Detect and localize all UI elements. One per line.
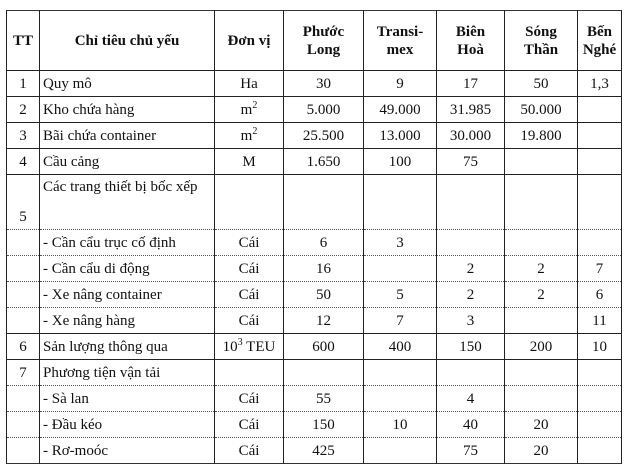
header-bien-hoa: Biên Hoà [437,11,505,71]
cell-phuoc-long [284,360,364,386]
table-row [7,308,622,334]
header-ben-nghe: Bến Nghé [578,11,622,71]
row-unit: $m^2$ [215,123,284,149]
cell-bien-hoa: 75 [437,438,505,464]
header-phuoc-long: Phước Long [284,11,364,71]
cell-phuoc-long: 5.000 [284,97,364,123]
cell-bien-hoa: 40 [437,412,505,438]
cell-ben-nghe: 1,3 [578,71,622,97]
row-number [7,386,40,412]
table-row [7,386,622,412]
cell-transimex: 7 [364,308,437,334]
cell-transimex [364,175,437,230]
cell-transimex: 3 [364,230,437,256]
row-number: 7 [7,360,40,386]
cell-transimex [364,360,437,386]
cell-song-than [505,308,578,334]
table-row [7,149,622,175]
cell-phuoc-long: 50 [284,282,364,308]
cell-ben-nghe [578,175,622,230]
cell-bien-hoa: 31.985 [437,97,505,123]
row-number: 1 [7,71,40,97]
row-label: - Cần cẩu di động [40,256,215,282]
cell-transimex: 5 [364,282,437,308]
header-unit: Đơn vị [215,11,284,71]
table-row [7,438,622,464]
header-tt: TT [7,11,40,71]
cell-bien-hoa [437,230,505,256]
cell-transimex: 9 [364,71,437,97]
cell-bien-hoa: 75 [437,149,505,175]
cell-bien-hoa: 2 [437,256,505,282]
row-unit [215,360,284,386]
cell-ben-nghe: 7 [578,256,622,282]
cell-ben-nghe [578,149,622,175]
cell-transimex [364,256,437,282]
row-label: - Đầu kéo [40,412,215,438]
cell-ben-nghe [578,438,622,464]
row-unit: Cái [215,282,284,308]
row-label: Kho chứa hàng [40,97,215,123]
row-number: 2 [7,97,40,123]
cell-ben-nghe: 10 [578,334,622,360]
cell-phuoc-long: 12 [284,308,364,334]
cell-song-than: 20 [505,412,578,438]
cell-ben-nghe [578,412,622,438]
table-row [7,412,622,438]
row-number: 5 [7,175,40,230]
table-row [7,175,622,230]
table-row [7,71,622,97]
row-number [7,282,40,308]
cell-song-than: 20 [505,438,578,464]
row-label: Quy mô [40,71,215,97]
row-label: Sản lượng thông qua [40,334,215,360]
cell-song-than [505,175,578,230]
cell-transimex: 49.000 [364,97,437,123]
cell-phuoc-long: 16 [284,256,364,282]
cell-phuoc-long: 150 [284,412,364,438]
row-number [7,412,40,438]
cell-ben-nghe [578,123,622,149]
cell-song-than: 50 [505,71,578,97]
table-row [7,360,622,386]
cell-ben-nghe: 11 [578,308,622,334]
table-row [7,334,622,360]
row-number [7,438,40,464]
row-unit: M [215,149,284,175]
port-statistics-table [6,10,622,464]
row-number: 3 [7,123,40,149]
row-unit: Cái [215,412,284,438]
cell-song-than: 50.000 [505,97,578,123]
cell-bien-hoa: 30.000 [437,123,505,149]
cell-transimex: 13.000 [364,123,437,149]
row-number [7,230,40,256]
header-transimex: Transi- mex [364,11,437,71]
cell-song-than [505,230,578,256]
row-label: Phương tiện vận tải [40,360,215,386]
cell-phuoc-long: 55 [284,386,364,412]
row-label: Cầu cảng [40,149,215,175]
header-row [7,11,622,71]
row-number [7,308,40,334]
cell-song-than [505,360,578,386]
row-label: - Cần cẩu trục cố định [40,230,215,256]
row-unit: $m^2$ [215,97,284,123]
cell-bien-hoa: 2 [437,282,505,308]
row-number: 6 [7,334,40,360]
cell-song-than [505,386,578,412]
row-unit [215,175,284,230]
row-unit: Ha [215,71,284,97]
row-unit: Cái [215,386,284,412]
row-number [7,256,40,282]
cell-song-than [505,149,578,175]
cell-bien-hoa: 17 [437,71,505,97]
cell-transimex: 400 [364,334,437,360]
cell-ben-nghe [578,386,622,412]
cell-phuoc-long: 1.650 [284,149,364,175]
cell-ben-nghe [578,97,622,123]
table-row [7,256,622,282]
cell-phuoc-long: 30 [284,71,364,97]
cell-transimex [364,438,437,464]
cell-bien-hoa: 4 [437,386,505,412]
cell-bien-hoa: 150 [437,334,505,360]
table-row [7,230,622,256]
cell-song-than: 19.800 [505,123,578,149]
row-unit: Cái [215,230,284,256]
cell-bien-hoa [437,360,505,386]
cell-transimex: 10 [364,412,437,438]
row-unit: Cái [215,438,284,464]
row-label: - Rơ-moóc [40,438,215,464]
cell-song-than: 2 [505,256,578,282]
cell-phuoc-long: 600 [284,334,364,360]
row-unit: Cái [215,308,284,334]
cell-ben-nghe: 6 [578,282,622,308]
cell-ben-nghe [578,230,622,256]
cell-phuoc-long [284,175,364,230]
row-number: 4 [7,149,40,175]
cell-song-than: 2 [505,282,578,308]
cell-phuoc-long: 425 [284,438,364,464]
header-indicator: Chỉ tiêu chủ yếu [40,11,215,71]
table-row [7,97,622,123]
row-unit: Cái [215,256,284,282]
row-label: - Xe nâng hàng [40,308,215,334]
table-row [7,282,622,308]
row-label: - Xe nâng container [40,282,215,308]
cell-transimex [364,386,437,412]
cell-phuoc-long: 25.500 [284,123,364,149]
header-song-than: Sóng Thần [505,11,578,71]
cell-song-than: 200 [505,334,578,360]
cell-ben-nghe [578,360,622,386]
table-row [7,123,622,149]
row-label: Bãi chứa container [40,123,215,149]
cell-bien-hoa: 3 [437,308,505,334]
cell-transimex: 100 [364,149,437,175]
row-label: Các trang thiết bị bốc xếp [40,175,215,230]
row-unit: $10^3$ TEU [215,334,284,360]
row-label: - Sà lan [40,386,215,412]
cell-phuoc-long: 6 [284,230,364,256]
cell-bien-hoa [437,175,505,230]
